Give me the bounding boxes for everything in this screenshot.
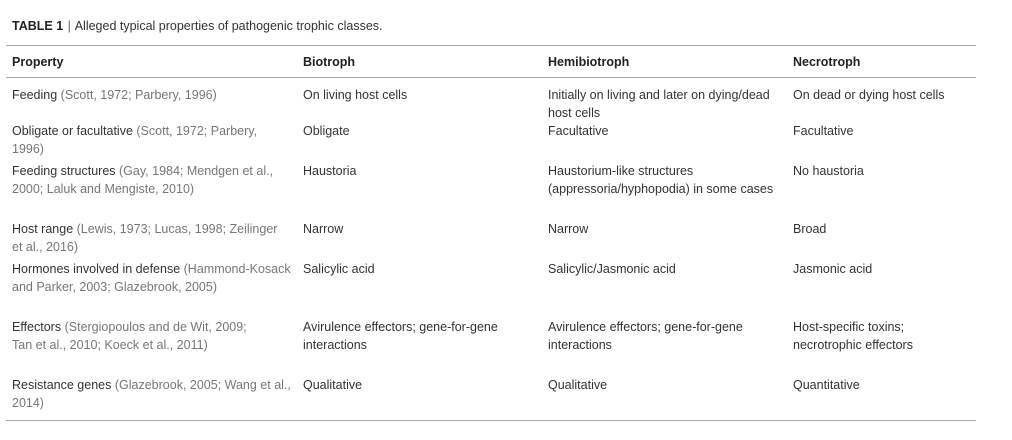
property-cell [6, 122, 297, 162]
properties-table [6, 45, 976, 421]
necrotroph-cell: Broad [793, 222, 827, 236]
citation: (Stergiopoulos and de Wit, 2009; [64, 320, 247, 334]
table-row [6, 318, 976, 376]
property-cell [6, 78, 297, 123]
caption-text: Alleged typical properties of pathogenic trophic classes. [74, 19, 383, 33]
citation: (Scott, 1972; Parbery, 1996) [60, 88, 217, 102]
table-row [6, 260, 976, 318]
property-cell [6, 220, 297, 260]
citation-continued: Tan et al., 2010; Koeck et al., 2011) [12, 338, 208, 352]
citation: (Scott, 1972; Parbery, 1996) [12, 124, 258, 156]
hemibiotroph-cell: Haustorium-like structures (appressoria/hyphopodia) in some cases [548, 164, 774, 196]
property-name: Hormones involved in defense [12, 262, 181, 276]
necrotroph-cell: Quantitative [787, 376, 976, 421]
necrotroph-cell: Jasmonic acid [793, 262, 873, 276]
biotroph-cell: Narrow [303, 222, 344, 236]
citation: (Gay, 1984; Mendgen et al., 2000; Laluk and Mengiste, 2010) [12, 164, 274, 196]
table-row [6, 78, 976, 123]
biotroph-cell: Avirulence effectors; gene-for-gene interactions [303, 320, 498, 352]
biotroph-cell: On living host cells [303, 88, 408, 102]
biotroph-cell: Qualitative [297, 376, 542, 421]
property-name: Feeding [12, 88, 58, 102]
header-biotroph: Biotroph [297, 46, 542, 78]
biotroph-cell: Obligate [303, 124, 350, 138]
table-label: TABLE 1 [12, 19, 64, 33]
table-caption [12, 19, 383, 33]
property-name: Obligate or facultative [12, 124, 133, 138]
hemibiotroph-cell: Facultative [548, 124, 609, 138]
table-header-row [6, 46, 976, 78]
hemibiotroph-cell: Qualitative [542, 376, 787, 421]
caption-separator: | [67, 19, 71, 33]
necrotroph-cell: Facultative [793, 124, 854, 138]
property-name: Resistance genes [12, 378, 112, 392]
table-row [6, 220, 976, 260]
necrotroph-cell: On dead or dying host cells [793, 88, 945, 102]
citation: (Hammond-Kosack and Parker, 2003; Glazebrook, 2005) [12, 262, 291, 294]
hemibiotroph-cell: Narrow [548, 222, 589, 236]
property-name: Host range [12, 222, 74, 236]
property-cell [6, 260, 297, 318]
header-hemibiotroph: Hemibiotroph [542, 46, 787, 78]
hemibiotroph-cell: Avirulence effectors; gene-for-gene interactions [548, 320, 743, 352]
properties-table-container [6, 45, 976, 421]
table-row [6, 162, 976, 220]
biotroph-cell: Salicylic acid [303, 262, 375, 276]
property-name: Feeding structures [12, 164, 116, 178]
property-cell [6, 162, 297, 220]
header-necrotroph: Necrotroph [787, 46, 976, 78]
necrotroph-cell: No haustoria [793, 164, 864, 178]
property-cell [6, 376, 297, 421]
citation: (Glazebrook, 2005; Wang et al., 2014) [12, 378, 291, 410]
property-name: Effectors [12, 320, 62, 334]
table-row [6, 122, 976, 162]
property-cell [6, 318, 297, 376]
hemibiotroph-cell: Salicylic/Jasmonic acid [548, 262, 676, 276]
citation: (Lewis, 1973; Lucas, 1998; Zeilinger et al., 2016) [12, 222, 278, 254]
header-property: Property [6, 46, 297, 78]
table-row [6, 376, 976, 421]
biotroph-cell: Haustoria [303, 164, 357, 178]
necrotroph-cell: Host-specific toxins; necrotrophic effectors [793, 320, 913, 352]
hemibiotroph-cell: Initially on living and later on dying/dead host cells [548, 88, 770, 120]
